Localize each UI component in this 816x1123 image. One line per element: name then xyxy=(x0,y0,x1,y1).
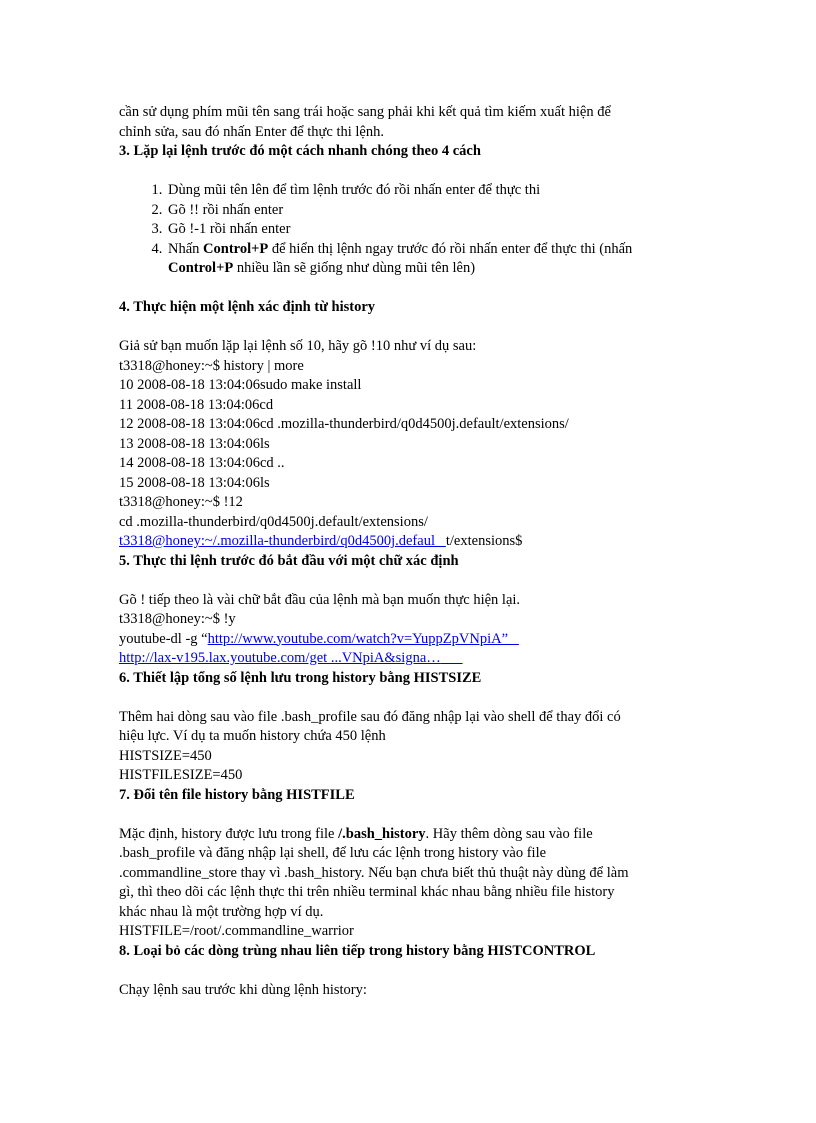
section-7-line-4: gì, thì theo dõi các lệnh thực thi trên nhiều terminal khác nhau bằng nhiều file history xyxy=(119,884,615,900)
list-item: 3. Gõ !-1 rồi nhấn enter xyxy=(166,220,684,240)
intro-line-1: cần sử dụng phím mũi tên sang trái hoặc sang phải khi kết quả tìm kiếm xuất hiện để xyxy=(119,104,611,120)
section-7-heading: 7. Đổi tên file history bằng HISTFILE xyxy=(119,786,355,803)
youtube-line xyxy=(119,630,684,650)
list-item: 2. Gõ !! rồi nhấn enter xyxy=(166,201,684,221)
terminal-line: t3318@honey:~$ !12 xyxy=(119,494,243,510)
terminal-link-line xyxy=(119,532,684,552)
section-4-heading: 4. Thực hiện một lệnh xác định từ history xyxy=(119,299,376,315)
section-3-list xyxy=(119,181,684,279)
prompt-tail: t/extensions$ xyxy=(445,533,523,549)
section-7-line-2: .bash_profile và đăng nhập lại shell, để lưu các lệnh trong history vào file xyxy=(119,845,547,861)
document-page xyxy=(119,103,684,1000)
section-7-line-3: .commandline_store thay vì .bash_history. Nếu bạn chưa biết thủ thuật này dùng để làm xyxy=(119,864,629,881)
terminal-line: 15 2008-08-18 13:04:06ls xyxy=(119,474,270,491)
item4-text-1: Nhấn xyxy=(168,240,204,257)
section-5-cmd: t3318@honey:~$ !y xyxy=(119,611,236,627)
section-6-code-2: HISTFILESIZE=450 xyxy=(119,767,243,783)
item4-keys-2: Control+P xyxy=(168,260,234,276)
section-5-heading: 5. Thực thi lệnh trước đó bắt đầu với một chữ xác định xyxy=(119,552,459,569)
bash-history-file: /.bash_history xyxy=(338,825,426,842)
list-item xyxy=(166,240,684,279)
intro-line-2: chỉnh sửa, sau đó nhấn Enter để thực thi lệnh. xyxy=(119,123,384,140)
item4-text-2: để hiển thị lệnh ngay trước đó rồi nhấn enter để thực thi (nhấn xyxy=(268,240,633,257)
youtube-link[interactable]: http://www.youtube.com/watch?v=YuppZpVNpiA” xyxy=(207,630,509,647)
section-6-code-1: HISTSIZE=450 xyxy=(119,747,212,764)
terminal-line: cd .mozilla-thunderbird/q0d4500j.default/extensions/ xyxy=(119,513,428,530)
item4-keys-1: Control+P xyxy=(203,240,269,257)
youtube-prefix: youtube-dl -g “ xyxy=(119,630,208,647)
terminal-line: 14 2008-08-18 13:04:06cd .. xyxy=(119,455,285,471)
lax-line xyxy=(119,649,684,669)
section-3-heading: 3. Lặp lại lệnh trước đó một cách nhanh chóng theo 4 cách xyxy=(119,143,481,159)
section-7-line-5: khác nhau là một trường hợp ví dụ. xyxy=(119,903,324,920)
section-6-line-1: Thêm hai dòng sau vào file .bash_profile sau đó đăng nhập lại vào shell để thay đổi có xyxy=(119,708,621,725)
section-7-code: HISTFILE=/root/.commandline_warrior xyxy=(119,923,354,939)
lax-link[interactable]: http://lax-v195.lax.youtube.com/get ...VNpiA&signa… xyxy=(119,650,441,666)
section-6-heading: 6. Thiết lập tổng số lệnh lưu trong history bằng HISTSIZE xyxy=(119,669,482,686)
section-6-line-2: hiệu lực. Ví dụ ta muốn history chứa 450 lệnh xyxy=(119,728,386,744)
list-item: 1. Dùng mũi tên lên để tìm lệnh trước đó rồi nhấn enter để thực thi xyxy=(166,181,684,201)
terminal-line: 10 2008-08-18 13:04:06sudo make install xyxy=(119,377,362,393)
terminal-line: t3318@honey:~$ history | more xyxy=(119,357,304,374)
section-4-intro: Giả sử bạn muốn lặp lại lệnh số 10, hãy gõ !10 như ví dụ sau: xyxy=(119,338,477,354)
terminal-line: 12 2008-08-18 13:04:06cd .mozilla-thunderbird/q0d4500j.default/extensions/ xyxy=(119,416,569,432)
section-7-line-1: Mặc định, history được lưu trong file /.bash_history. Hãy thêm dòng sau vào file xyxy=(119,825,593,842)
section-8-intro: Chạy lệnh sau trước khi dùng lệnh history: xyxy=(119,981,367,998)
terminal-line: 11 2008-08-18 13:04:06cd xyxy=(119,396,274,413)
prompt-link[interactable]: t3318@honey:~/.mozilla-thunderbird/q0d4500j.defaul xyxy=(119,533,435,549)
terminal-line: 13 2008-08-18 13:04:06ls xyxy=(119,435,270,452)
item4-text-3: nhiều lần sẽ giống như dùng mũi tên lên) xyxy=(233,260,476,276)
section-8-heading: 8. Loại bỏ các dòng trùng nhau liên tiếp trong history bằng HISTCONTROL xyxy=(119,942,596,959)
section-5-intro: Gõ ! tiếp theo là vài chữ bắt đầu của lệnh mà bạn muốn thực hiện lại. xyxy=(119,591,521,608)
